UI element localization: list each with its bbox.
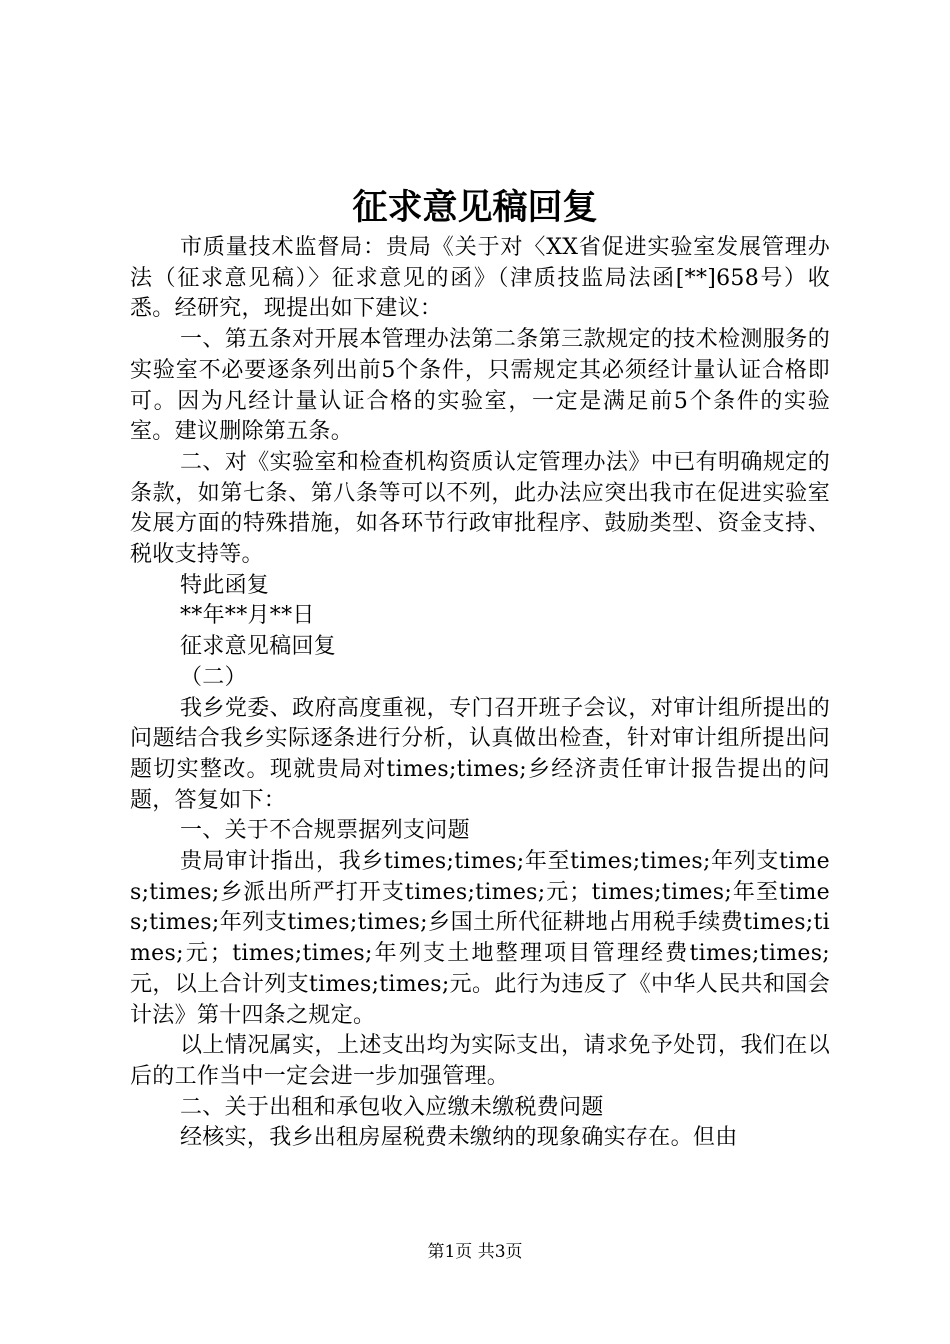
document-title: 征求意见稿回复: [352, 187, 598, 228]
paragraph-intro: 我乡党委、政府高度重视，专门召开班子会议，对审计组所提出的问题结合我乡实际逐条进行分析，认真做出检查，针对审计组所提出问题切实整改。现就贵局对times;times;乡经济责任审计报告提出的问题，答复如下：: [130, 695, 830, 813]
paragraph-audit-finding: 贵局审计指出，我乡times;times;年至times;times;年列支times;times;乡派出所严打开支times;times;元；times;times;年至times;times;年列支times;times;乡国土所代征耕地占用税手续费times;times;元；times;times;年列支土地整理项目管理经费times;times;元，以上合计列支times;times;元。此行为违反了《中华人民共和国会计法》第十四条之规定。: [130, 849, 830, 1028]
paragraph-suggestion-1: 一、第五条对开展本管理办法第二条第三款规定的技术检测服务的实验室不必要逐条列出前5个条件，只需规定其必须经计量认证合格即可。因为凡经计量认证合格的实验室，一定是满足前5个条件的实验室。建议删除第五条。: [130, 327, 830, 445]
paragraph-suggestion-2: 二、对《实验室和检查机构资质认定管理办法》中已有明确规定的条款，如第七条、第八条等可以不列，此办法应突出我市在促进实验室发展方面的特殊措施，如各环节行政审批程序、鼓励类型、资金支持、税收支持等。: [130, 449, 830, 568]
paragraph-address: 市质量技术监督局：贵局《关于对〈XX省促进实验室发展管理办法（征求意见稿）〉征求意见的函》（津质技监局法函[**]658号）收悉。经研究，现提出如下建议：: [130, 235, 830, 322]
paragraph-subtitle: 征求意见稿回复: [180, 634, 337, 660]
paragraph-response: 以上情况属实，上述支出均为实际支出，请求免予处罚，我们在以后的工作当中一定会进一步加强管理。: [130, 1033, 830, 1089]
document-body: [130, 233, 830, 1154]
paragraph-closing: 特此函复: [180, 572, 270, 598]
paragraph-date: **年**月**日: [180, 603, 315, 629]
paragraph-section-number: （二）: [180, 664, 247, 690]
page-number-footer: 第1页 共3页: [427, 1242, 523, 1262]
paragraph-rental: 经核实，我乡出租房屋税费未缴纳的现象确实存在。但由: [180, 1125, 738, 1151]
paragraph-heading-2: 二、关于出租和承包收入应缴未缴税费问题: [180, 1094, 604, 1120]
paragraph-heading-1: 一、关于不合规票据列支问题: [180, 818, 470, 844]
